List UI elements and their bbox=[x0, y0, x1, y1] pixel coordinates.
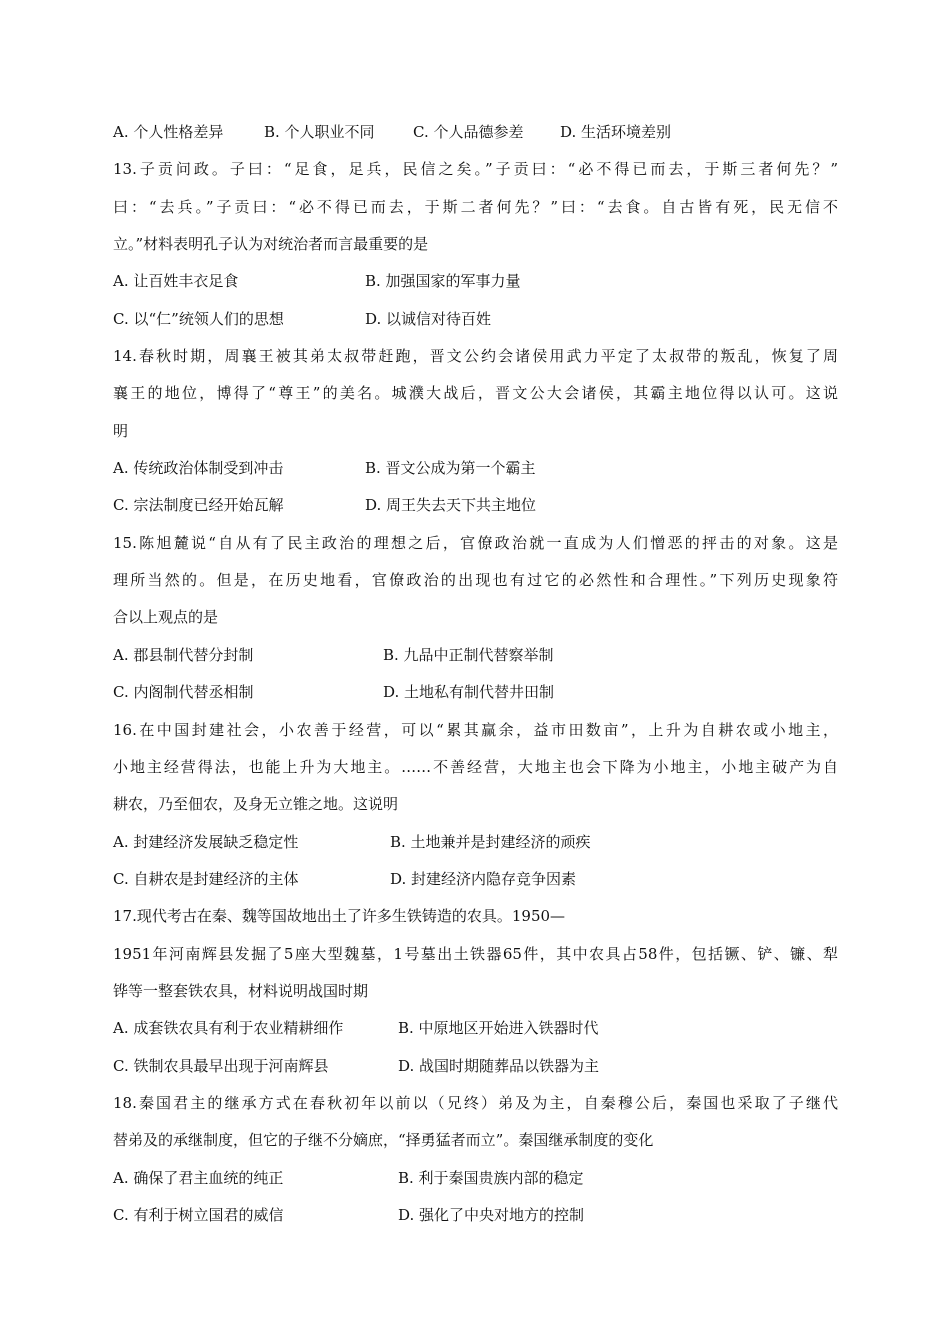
q16-stem-line-1: 16.在中国封建社会，小农善于经营，可以“累其赢余，益市田数亩”，上升为自耕农或小地主， bbox=[113, 721, 838, 739]
q17-stem-line-2: 1951年河南辉县发掘了5座大型魏墓，1号墓出土铁器65件，其中农具占58件，包括镢、铲、镰、犁 bbox=[113, 945, 838, 963]
q18-option-d: D. 强化了中央对地方的控制 bbox=[398, 1206, 585, 1224]
q17-option-a: A. 成套铁农具有利于农业精耕细作 bbox=[113, 1019, 344, 1037]
q18-stem-line-2: 替弟及的承继制度，但它的子继不分嫡庶，“择勇猛者而立”。秦国继承制度的变化 bbox=[113, 1131, 654, 1149]
q15-option-a: A. 郡县制代替分封制 bbox=[113, 646, 254, 664]
q18-option-a: A. 确保了君主血统的纯正 bbox=[113, 1169, 284, 1187]
q14-stem-line-2: 襄王的地位，博得了“尊王”的美名。城濮大战后，晋文公大会诸侯，其霸主地位得以认可。这说 bbox=[113, 384, 838, 402]
q15-option-b: B. 九品中正制代替察举制 bbox=[383, 646, 554, 664]
q13-option-c: C. 以“仁”统领人们的思想 bbox=[113, 310, 284, 328]
q14-option-b: B. 晋文公成为第一个霸主 bbox=[365, 459, 536, 477]
q15-stem-line-2: 理所当然的。但是，在历史地看，官僚政治的出现也有过它的必然性和合理性。”下列历史现象符 bbox=[113, 571, 838, 589]
q17-stem-line-1: 17.现代考古在秦、魏等国故地出土了许多生铁铸造的农具。1950— bbox=[113, 907, 566, 925]
q16-option-c: C. 自耕农是封建经济的主体 bbox=[113, 870, 299, 888]
q18-option-c: C. 有利于树立国君的威信 bbox=[113, 1206, 284, 1224]
q13-option-d: D. 以诚信对待百姓 bbox=[365, 310, 492, 328]
q16-stem-line-3: 耕农，乃至佃农，及身无立锥之地。这说明 bbox=[113, 795, 399, 813]
q14-stem-line-1: 14.春秋时期，周襄王被其弟太叔带赶跑，晋文公约会诸侯用武力平定了太叔带的叛乱，恢复了周 bbox=[113, 347, 838, 365]
q14-option-d: D. 周王失去天下共主地位 bbox=[365, 496, 537, 514]
q15-option-d: D. 土地私有制代替井田制 bbox=[383, 683, 555, 701]
q18-stem-line-1: 18.秦国君主的继承方式在春秋初年以前以（兄终）弟及为主，自秦穆公后，秦国也采取了子继代 bbox=[113, 1094, 838, 1112]
q12-option-b: B. 个人职业不同 bbox=[264, 123, 375, 141]
q16-option-b: B. 土地兼并是封建经济的顽疾 bbox=[390, 833, 591, 851]
q13-option-a: A. 让百姓丰衣足食 bbox=[113, 272, 239, 290]
q17-option-d: D. 战国时期随葬品以铁器为主 bbox=[398, 1057, 600, 1075]
q12-option-c: C. 个人品德参差 bbox=[413, 123, 524, 141]
q13-option-b: B. 加强国家的军事力量 bbox=[365, 272, 521, 290]
q17-stem-line-3: 铧等一整套铁农具，材料说明战国时期 bbox=[113, 982, 369, 1000]
q15-stem-line-1: 15.陈旭麓说“自从有了民主政治的理想之后，官僚政治就一直成为人们憎恶的抨击的对象。这是 bbox=[113, 534, 838, 552]
q13-stem-line-2: 曰：“去兵。”子贡曰：“必不得已而去，于斯二者何先？”曰：“去食。自古皆有死，民无信不 bbox=[113, 198, 838, 216]
q17-option-b: B. 中原地区开始进入铁器时代 bbox=[398, 1019, 599, 1037]
q14-stem-line-3: 明 bbox=[113, 422, 129, 440]
q16-option-d: D. 封建经济内隐存竞争因素 bbox=[390, 870, 577, 888]
q15-stem-line-3: 合以上观点的是 bbox=[113, 608, 219, 626]
q15-option-c: C. 内阁制代替丞相制 bbox=[113, 683, 254, 701]
q14-option-c: C. 宗法制度已经开始瓦解 bbox=[113, 496, 284, 514]
q12-option-a: A. 个人性格差异 bbox=[113, 123, 224, 141]
q13-stem-line-1: 13.子贡问政。子曰：“足食，足兵，民信之矣。”子贡曰：“必不得已而去，于斯三者何先？” bbox=[113, 160, 838, 178]
q18-option-b: B. 利于秦国贵族内部的稳定 bbox=[398, 1169, 584, 1187]
q17-option-c: C. 铁制农具最早出现于河南辉县 bbox=[113, 1057, 329, 1075]
q14-option-a: A. 传统政治体制受到冲击 bbox=[113, 459, 284, 477]
q12-option-d: D. 生活环境差别 bbox=[560, 123, 672, 141]
q16-stem-line-2: 小地主经营得法，也能上升为大地主。……不善经营，大地主也会下降为小地主，小地主破产为自 bbox=[113, 758, 838, 776]
q13-stem-line-3: 立。”材料表明孔子认为对统治者而言最重要的是 bbox=[113, 235, 429, 253]
q16-option-a: A. 封建经济发展缺乏稳定性 bbox=[113, 833, 299, 851]
